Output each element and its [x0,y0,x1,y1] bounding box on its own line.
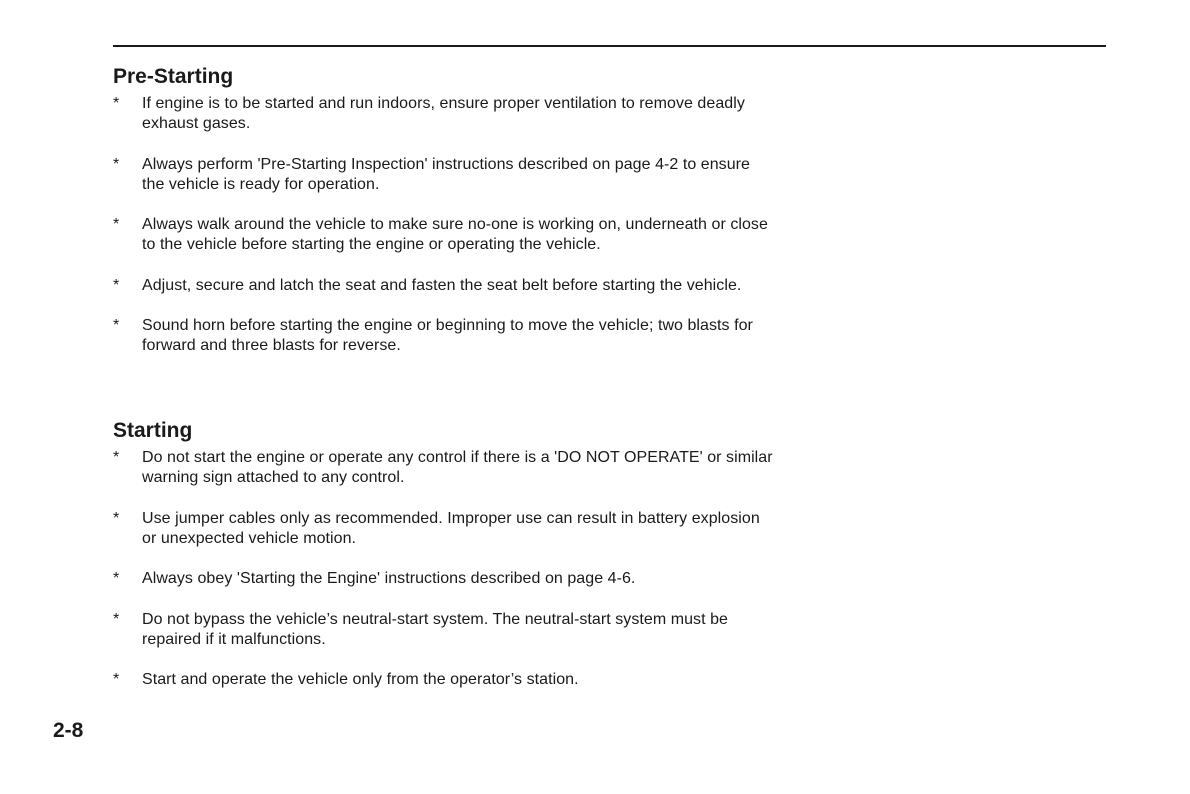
list-item-text: Sound horn before starting the engine or beginning to move the vehicle; two blasts for forward and three blasts for reverse. [142,317,753,354]
list-item-text: Start and operate the vehicle only from the operator’s station. [142,671,579,688]
list-item [113,670,773,690]
bullet-asterisk: * [113,276,120,294]
bullet-asterisk: * [113,155,120,173]
list-item-text: Do not bypass the vehicle’s neutral-start system. The neutral-start system must be repaired if it malfunctions. [142,610,728,648]
list-item-text: Do not start the engine or operate any control if there is a 'DO NOT OPERATE' or similar warning sign attached to any control. [142,449,773,486]
list-item [113,448,773,488]
list-item-text: Adjust, secure and latch the seat and fasten the seat belt before starting the vehicle. [142,276,742,294]
list-item [113,94,773,134]
bullet-asterisk: * [113,509,120,527]
list-item-text: Always walk around the vehicle to make sure no-one is working on, underneath or close to the vehicle before starting the engine or operating the vehicle. [142,216,768,253]
pre-starting-section [113,64,773,377]
list-item [113,509,773,549]
list-item [113,610,773,650]
list-item-text: Always perform 'Pre-Starting Inspection' instructions described on page 4-2 to ensure the vehicle is ready for operation. [142,155,750,193]
list-item [113,155,773,195]
pre-starting-list [113,94,773,356]
starting-list [113,448,773,690]
top-divider [113,45,1106,47]
bullet-asterisk: * [113,95,120,112]
list-item [113,215,773,255]
list-item [113,569,773,589]
bullet-asterisk: * [113,317,120,334]
list-item-text: If engine is to be started and run indoors, ensure proper ventilation to remove deadly exhaust gases. [142,95,745,132]
pre-starting-heading: Pre-Starting [113,65,234,88]
list-item-text: Use jumper cables only as recommended. Improper use can result in battery explosion or unexpected vehicle motion. [142,509,760,547]
page-number: 2-8 [53,719,84,742]
bullet-asterisk: * [113,449,120,466]
bullet-asterisk: * [113,671,120,688]
list-item [113,316,773,356]
list-item-text: Always obey 'Starting the Engine' instructions described on page 4-6. [142,570,636,587]
bullet-asterisk: * [113,610,120,628]
bullet-asterisk: * [113,216,120,233]
list-item [113,276,773,296]
starting-heading: Starting [113,419,193,442]
bullet-asterisk: * [113,570,120,587]
starting-section [113,418,773,711]
